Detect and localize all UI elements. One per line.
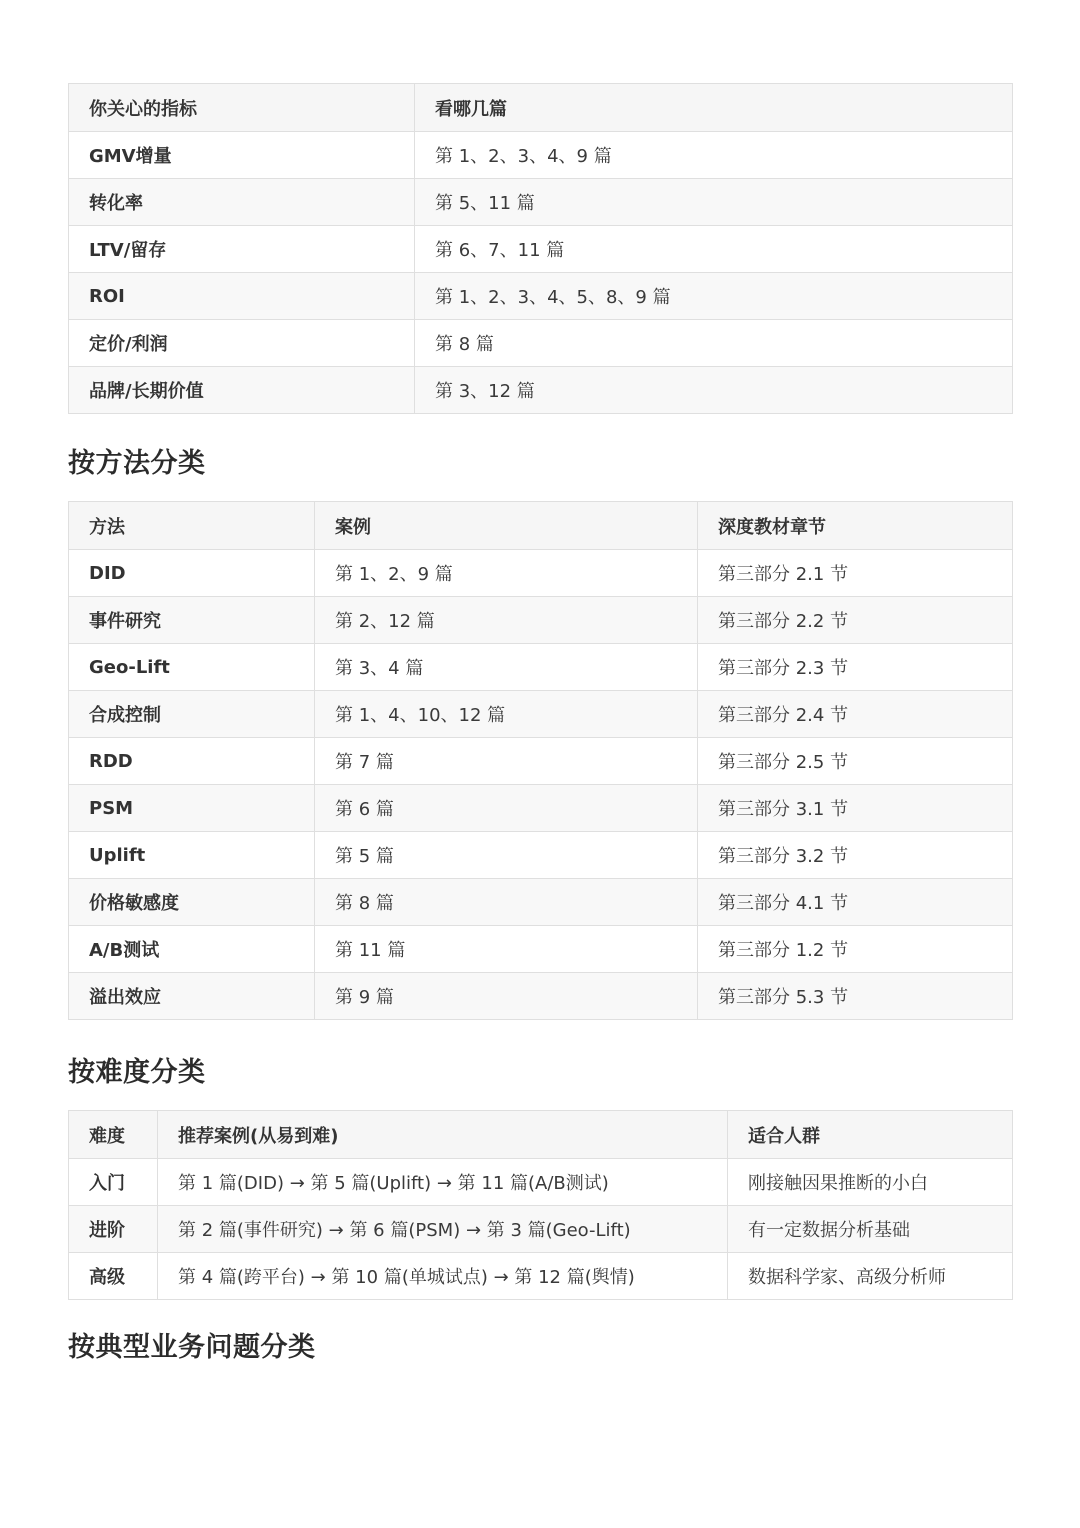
cases-cell: 第 6 篇 [315,785,698,832]
table-header-row [69,502,1013,550]
table-row [69,273,1013,320]
column-header-audience: 适合人群 [728,1111,1013,1159]
articles-cell: 第 8 篇 [415,320,1013,367]
method-cell: Uplift [69,832,315,879]
chapter-cell: 第三部分 5.3 节 [698,973,1013,1020]
cases-cell: 第 8 篇 [315,879,698,926]
metric-cell: 品牌/长期价值 [69,367,415,414]
cases-cell: 第 7 篇 [315,738,698,785]
table-row [69,320,1013,367]
table-header-row [69,84,1013,132]
column-header-method: 方法 [69,502,315,550]
difficulty-cell: 进阶 [69,1206,158,1253]
metric-cell: ROI [69,273,415,320]
chapter-cell: 第三部分 4.1 节 [698,879,1013,926]
chapter-cell: 第三部分 2.1 节 [698,550,1013,597]
table-row [69,1253,1013,1300]
chapter-cell: 第三部分 2.2 节 [698,597,1013,644]
chapter-cell: 第三部分 2.3 节 [698,644,1013,691]
cases-cell: 第 5 篇 [315,832,698,879]
section-heading-method: 按方法分类 [68,448,206,479]
chapter-cell: 第三部分 1.2 节 [698,926,1013,973]
table-row [69,367,1013,414]
cases-cell: 第 1、4、10、12 篇 [315,691,698,738]
table-row [69,226,1013,273]
table-row [69,785,1013,832]
cases-cell: 第 1、2、9 篇 [315,550,698,597]
table-row [69,738,1013,785]
cases-cell: 第 3、4 篇 [315,644,698,691]
method-cell: A/B测试 [69,926,315,973]
table-row [69,550,1013,597]
table-row [69,832,1013,879]
method-cell: 事件研究 [69,597,315,644]
recommended-cell: 第 4 篇(跨平台) → 第 10 篇(单城试点) → 第 12 篇(舆情) [158,1253,728,1300]
chapter-cell: 第三部分 2.4 节 [698,691,1013,738]
table-row [69,179,1013,226]
method-cell: Geo-Lift [69,644,315,691]
method-cell: 价格敏感度 [69,879,315,926]
column-header-difficulty: 难度 [69,1111,158,1159]
table-header-row [69,1111,1013,1159]
column-header-cases: 案例 [315,502,698,550]
table-row [69,973,1013,1020]
column-header-chapter: 深度教材章节 [698,502,1013,550]
table-row [69,1206,1013,1253]
metric-cell: GMV增量 [69,132,415,179]
metric-cell: 转化率 [69,179,415,226]
table-row [69,132,1013,179]
difficulty-cell: 入门 [69,1159,158,1206]
chapter-cell: 第三部分 2.5 节 [698,738,1013,785]
table-row [69,691,1013,738]
table-row [69,1159,1013,1206]
column-header-recommended: 推荐案例(从易到难) [158,1111,728,1159]
method-table [68,501,1013,1020]
cases-cell: 第 11 篇 [315,926,698,973]
audience-cell: 有一定数据分析基础 [728,1206,1013,1253]
articles-cell: 第 6、7、11 篇 [415,226,1013,273]
recommended-cell: 第 2 篇(事件研究) → 第 6 篇(PSM) → 第 3 篇(Geo-Lift) [158,1206,728,1253]
method-cell: 溢出效应 [69,973,315,1020]
section-heading-difficulty: 按难度分类 [68,1057,206,1088]
recommended-cell: 第 1 篇(DID) → 第 5 篇(Uplift) → 第 11 篇(A/B测试) [158,1159,728,1206]
chapter-cell: 第三部分 3.2 节 [698,832,1013,879]
articles-cell: 第 3、12 篇 [415,367,1013,414]
column-header-articles: 看哪几篇 [415,84,1013,132]
articles-cell: 第 1、2、3、4、9 篇 [415,132,1013,179]
table-row [69,644,1013,691]
difficulty-table [68,1110,1013,1300]
method-cell: 合成控制 [69,691,315,738]
metrics-table [68,83,1013,414]
method-cell: DID [69,550,315,597]
table-row [69,597,1013,644]
table-row [69,926,1013,973]
column-header-metric: 你关心的指标 [69,84,415,132]
section-heading-business: 按典型业务问题分类 [68,1332,316,1363]
difficulty-cell: 高级 [69,1253,158,1300]
cases-cell: 第 9 篇 [315,973,698,1020]
cases-cell: 第 2、12 篇 [315,597,698,644]
metric-cell: 定价/利润 [69,320,415,367]
method-cell: RDD [69,738,315,785]
audience-cell: 刚接触因果推断的小白 [728,1159,1013,1206]
articles-cell: 第 1、2、3、4、5、8、9 篇 [415,273,1013,320]
audience-cell: 数据科学家、高级分析师 [728,1253,1013,1300]
metric-cell: LTV/留存 [69,226,415,273]
articles-cell: 第 5、11 篇 [415,179,1013,226]
method-cell: PSM [69,785,315,832]
chapter-cell: 第三部分 3.1 节 [698,785,1013,832]
table-row [69,879,1013,926]
